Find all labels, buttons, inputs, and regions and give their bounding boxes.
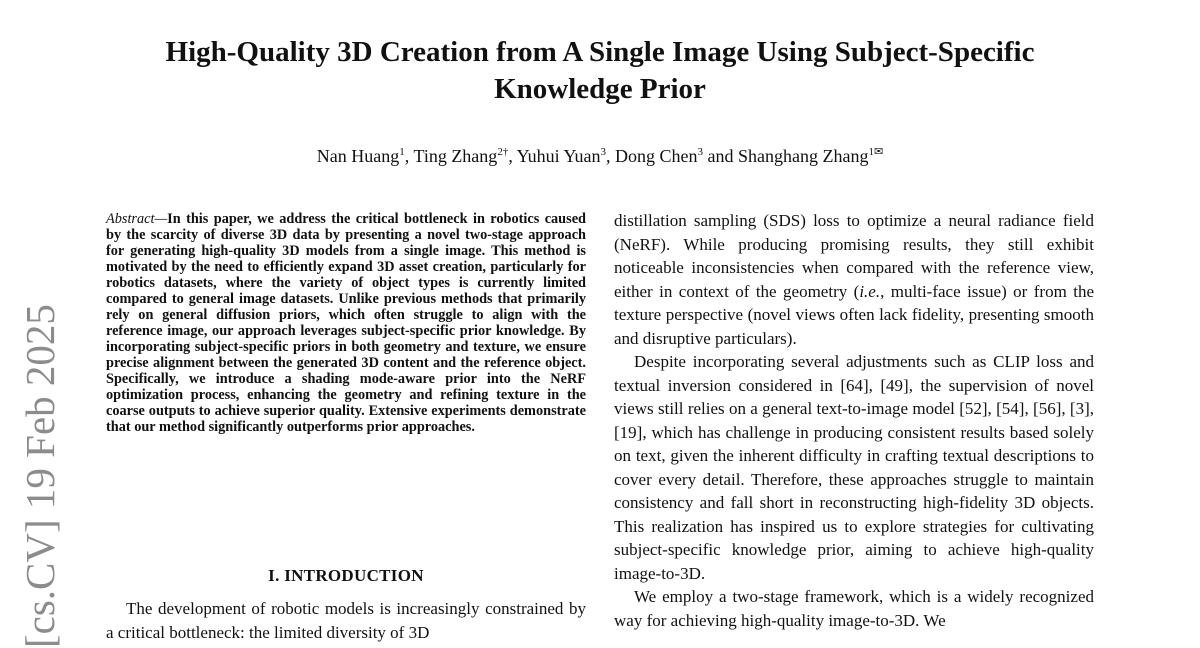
abstract-text: In this paper, we address the critical bottleneck in robotics caused by the scarcity of diverse 3D data by presenting a novel two-stage approach for generating high-quality 3D models from a single image. This method is motivated by the need to efficiently expand 3D asset creation, particularly for robotics datasets, where the variety of object types is currently limited compared to general image datasets. Unlike previous methods that primarily rely on general diffusion priors, which often struggle to align with the reference image, our approach leverages subject-specific prior knowledge. By incorporating subject-specific priors in both geometry and texture, we ensure precise alignment between the generated 3D content and the reference object. Specifically, we introduce a shading mode-aware prior into the NeRF optimization process, enhancing the geometry and refining texture in the coarse outputs to achieve superior quality. Extensive experiments demonstrate that our method significantly outperforms prior approaches. xyxy=(106,211,586,435)
author: Shanghang Zhang$^{1✉}$ xyxy=(738,146,884,166)
author: Ting Zhang$^{2\dagger}$, xyxy=(413,146,517,166)
abstract xyxy=(106,211,586,435)
author-list xyxy=(100,144,1100,168)
author: Dong Chen$^3$ and xyxy=(615,146,738,166)
section-heading-introduction: I. INTRODUCTION xyxy=(268,566,424,585)
arxiv-sidebar xyxy=(10,300,70,648)
right-column xyxy=(614,209,1094,632)
author: Nan Huang$^1$, xyxy=(316,146,414,166)
author: Yuhui Yuan$^3$, xyxy=(516,146,615,166)
body-paragraph: distillation sampling (SDS) loss to optimize a neural radiance field (NeRF). While producing promising results, they still exhibit noticeable inconsistencies when compared with the reference view, either in context of the geometry (i.e., multi-face issue) or from the texture perspective (novel views often lack fidelity, presenting smooth and disruptive particulars). xyxy=(614,211,1094,348)
body-paragraph: Despite incorporating several adjustments such as CLIP loss and textual inversion considered in [64], [49], the supervision of novel views still relies on a general text-to-image model [52], [54], [56], [3], [19], which has challenge in producing consistent results based solely on text, given the inherent difficulty in crafting textual descriptions to cover every detail. Therefore, these approaches struggle to maintain consistency and fall short in reconstructing high-fidelity 3D objects. This realization has inspired us to explore strategies for cultivating subject-specific knowledge prior, aiming to achieve high-quality image-to-3D. xyxy=(614,352,1094,583)
paper-title: High-Quality 3D Creation from A Single Image Using Subject-Specific Knowledge Prior xyxy=(165,36,1035,105)
abstract-lead: Abstract— xyxy=(106,211,168,227)
intro-paragraph: The development of robotic models is increasingly constrained by a critical bottleneck: the limited diversity of 3D xyxy=(106,599,586,642)
body-paragraph: We employ a two-stage framework, which is a widely recognized way for achieving high-quality image-to-3D. We xyxy=(614,587,1094,630)
arxiv-stamp: [cs.CV] 19 Feb 2025 xyxy=(17,304,63,648)
